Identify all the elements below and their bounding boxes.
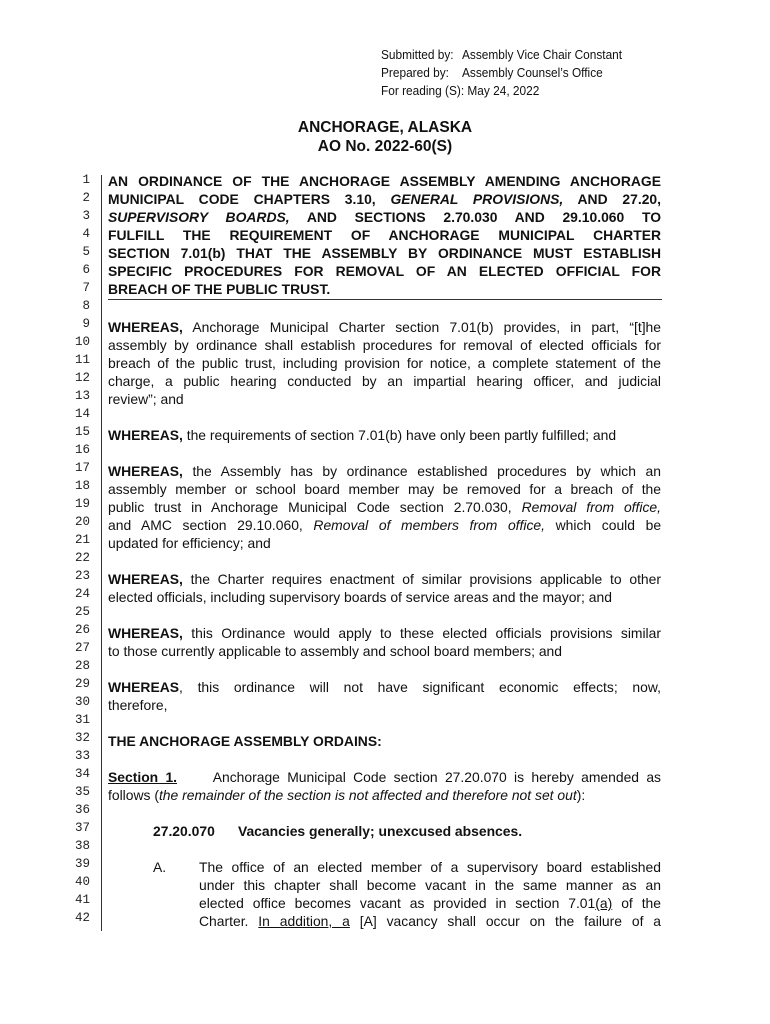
line-number: 42 xyxy=(74,911,90,925)
line-number: 9 xyxy=(82,317,90,331)
paragraph-a-line: Charter. In addition, a [A] vacancy shall occur on the failure of a xyxy=(199,913,662,929)
ordinance-title-line: AN ORDINANCE OF THE ANCHORAGE ASSEMBLY AMENDING ANCHORAGE xyxy=(108,173,661,189)
whereas-clause-1-line: review”; and xyxy=(108,391,184,407)
line-number: 39 xyxy=(74,857,90,871)
line-number: 2 xyxy=(82,191,90,205)
line-number: 25 xyxy=(74,605,90,619)
line-number: 3 xyxy=(82,209,90,223)
line-number: 36 xyxy=(74,803,90,817)
whereas-clause-5: WHEREAS, this Ordinance would apply to these elected officials provisions similar xyxy=(108,625,661,641)
line-number: 35 xyxy=(74,785,90,799)
line-number: 7 xyxy=(82,281,90,295)
prepared-by-label: Prepared by: xyxy=(381,65,449,80)
code-section-heading: 27.20.070 Vacancies generally; unexcused absences. xyxy=(153,823,523,839)
margin-rule xyxy=(101,175,102,931)
line-number: 8 xyxy=(82,299,90,313)
ordinance-title-line: BREACH OF THE PUBLIC TRUST. xyxy=(108,281,331,297)
whereas-clause-4-line: elected officials, including supervisory boards of service areas and the mayor; and xyxy=(108,589,612,605)
paragraph-a-line: elected office becomes vacant as provided in section 7.01(a) of the xyxy=(199,895,662,911)
line-number: 30 xyxy=(74,695,90,709)
line-number: 40 xyxy=(74,875,90,889)
whereas-clause-3: WHEREAS, the Assembly has by ordinance established procedures by which an xyxy=(108,463,661,479)
ordinance-title-line: FULFILL THE REQUIREMENT OF ANCHORAGE MUNICIPAL CHARTER xyxy=(108,227,661,243)
whereas-clause-3-line: public trust in Anchorage Municipal Code section 2.70.030, Removal from office, xyxy=(108,499,662,515)
line-number: 13 xyxy=(74,389,90,403)
line-number: 27 xyxy=(74,641,90,655)
submitted-by-value: Assembly Vice Chair Constant xyxy=(462,47,623,62)
line-number: 10 xyxy=(74,335,90,349)
line-number: 19 xyxy=(74,497,90,511)
whereas-clause-1-line: assembly by ordinance shall establish procedures for removal of elected officials for xyxy=(108,337,661,353)
paragraph-a-label: A. xyxy=(153,859,167,875)
document-title xyxy=(0,118,770,156)
paragraph-a-line: The office of an elected member of a supervisory board established xyxy=(199,859,661,875)
line-number: 6 xyxy=(82,263,90,277)
section-1-line: follows (the remainder of the section is not affected and therefore not set out): xyxy=(108,787,586,803)
line-number: 41 xyxy=(74,893,90,907)
line-number: 15 xyxy=(74,425,90,439)
line-number: 26 xyxy=(74,623,90,637)
whereas-clause-6-line: therefore, xyxy=(108,697,168,713)
ordinance-title-line: MUNICIPAL CODE CHAPTERS 3.10, GENERAL PROVISIONS, AND 27.20, xyxy=(108,191,662,207)
line-number: 11 xyxy=(74,353,90,367)
whereas-clause-3-line: updated for efficiency; and xyxy=(108,535,271,551)
whereas-clause-1: WHEREAS, Anchorage Municipal Charter section 7.01(b) provides, in part, “[t]he xyxy=(108,319,662,335)
line-number: 37 xyxy=(74,821,90,835)
ordinance-title-line: SECTION 7.01(b) THAT THE ASSEMBLY BY ORDINANCE MUST ESTABLISH xyxy=(108,245,661,261)
line-number: 16 xyxy=(74,443,90,457)
line-number: 12 xyxy=(74,371,90,385)
whereas-clause-6: WHEREAS, this ordinance will not have significant economic effects; now, xyxy=(108,679,661,695)
submission-info xyxy=(381,46,622,100)
whereas-clause-5-line: to those currently applicable to assembly and school board members; and xyxy=(108,643,563,659)
title-underline xyxy=(108,299,662,300)
line-number: 38 xyxy=(74,839,90,853)
whereas-clause-1-line: charge, a public hearing conducted by an impartial hearing officer, and judicial xyxy=(108,373,661,389)
title-city: ANCHORAGE, ALASKA xyxy=(297,119,473,136)
title-ordinance-number: AO No. 2022-60(S) xyxy=(317,138,453,155)
line-number: 28 xyxy=(74,659,90,673)
line-number: 1 xyxy=(82,173,90,187)
reading-date: For reading (S): May 24, 2022 xyxy=(381,83,540,98)
line-number: 14 xyxy=(74,407,90,421)
line-number: 20 xyxy=(74,515,90,529)
ordinance-title-line: SPECIFIC PROCEDURES FOR REMOVAL OF AN ELECTED OFFICIAL FOR xyxy=(108,263,661,279)
ordains-heading: THE ANCHORAGE ASSEMBLY ORDAINS: xyxy=(108,733,382,749)
ordinance-title-line: SUPERVISORY BOARDS, AND SECTIONS 2.70.030 AND 29.10.060 TO xyxy=(108,209,661,225)
whereas-clause-2: WHEREAS, the requirements of section 7.01(b) have only been partly fulfilled; and xyxy=(108,427,617,443)
line-number: 29 xyxy=(74,677,90,691)
line-number: 33 xyxy=(74,749,90,763)
line-number: 4 xyxy=(82,227,90,241)
line-number: 32 xyxy=(74,731,90,745)
whereas-clause-1-line: breach of the public trust, including provision for notice, a complete statement of the xyxy=(108,355,661,371)
line-number: 24 xyxy=(74,587,90,601)
whereas-clause-3-line: and AMC section 29.10.060, Removal of members from office, which could be xyxy=(108,517,662,533)
section-1: Section 1. Anchorage Municipal Code section 27.20.070 is hereby amended as xyxy=(108,769,661,785)
line-number: 18 xyxy=(74,479,90,493)
prepared-by-value: Assembly Counsel’s Office xyxy=(462,65,603,80)
line-number: 31 xyxy=(74,713,90,727)
line-number: 34 xyxy=(74,767,90,781)
line-number: 17 xyxy=(74,461,90,475)
line-number: 5 xyxy=(82,245,90,259)
line-number: 21 xyxy=(74,533,90,547)
submitted-by-label: Submitted by: xyxy=(381,47,454,62)
line-number: 23 xyxy=(74,569,90,583)
whereas-clause-4: WHEREAS, the Charter requires enactment of similar provisions applicable to other xyxy=(108,571,662,587)
line-number: 22 xyxy=(74,551,90,565)
paragraph-a-line: under this chapter shall become vacant in the same manner as an xyxy=(199,877,661,893)
whereas-clause-3-line: assembly member or school board member may be removed for a breach of the xyxy=(108,481,661,497)
